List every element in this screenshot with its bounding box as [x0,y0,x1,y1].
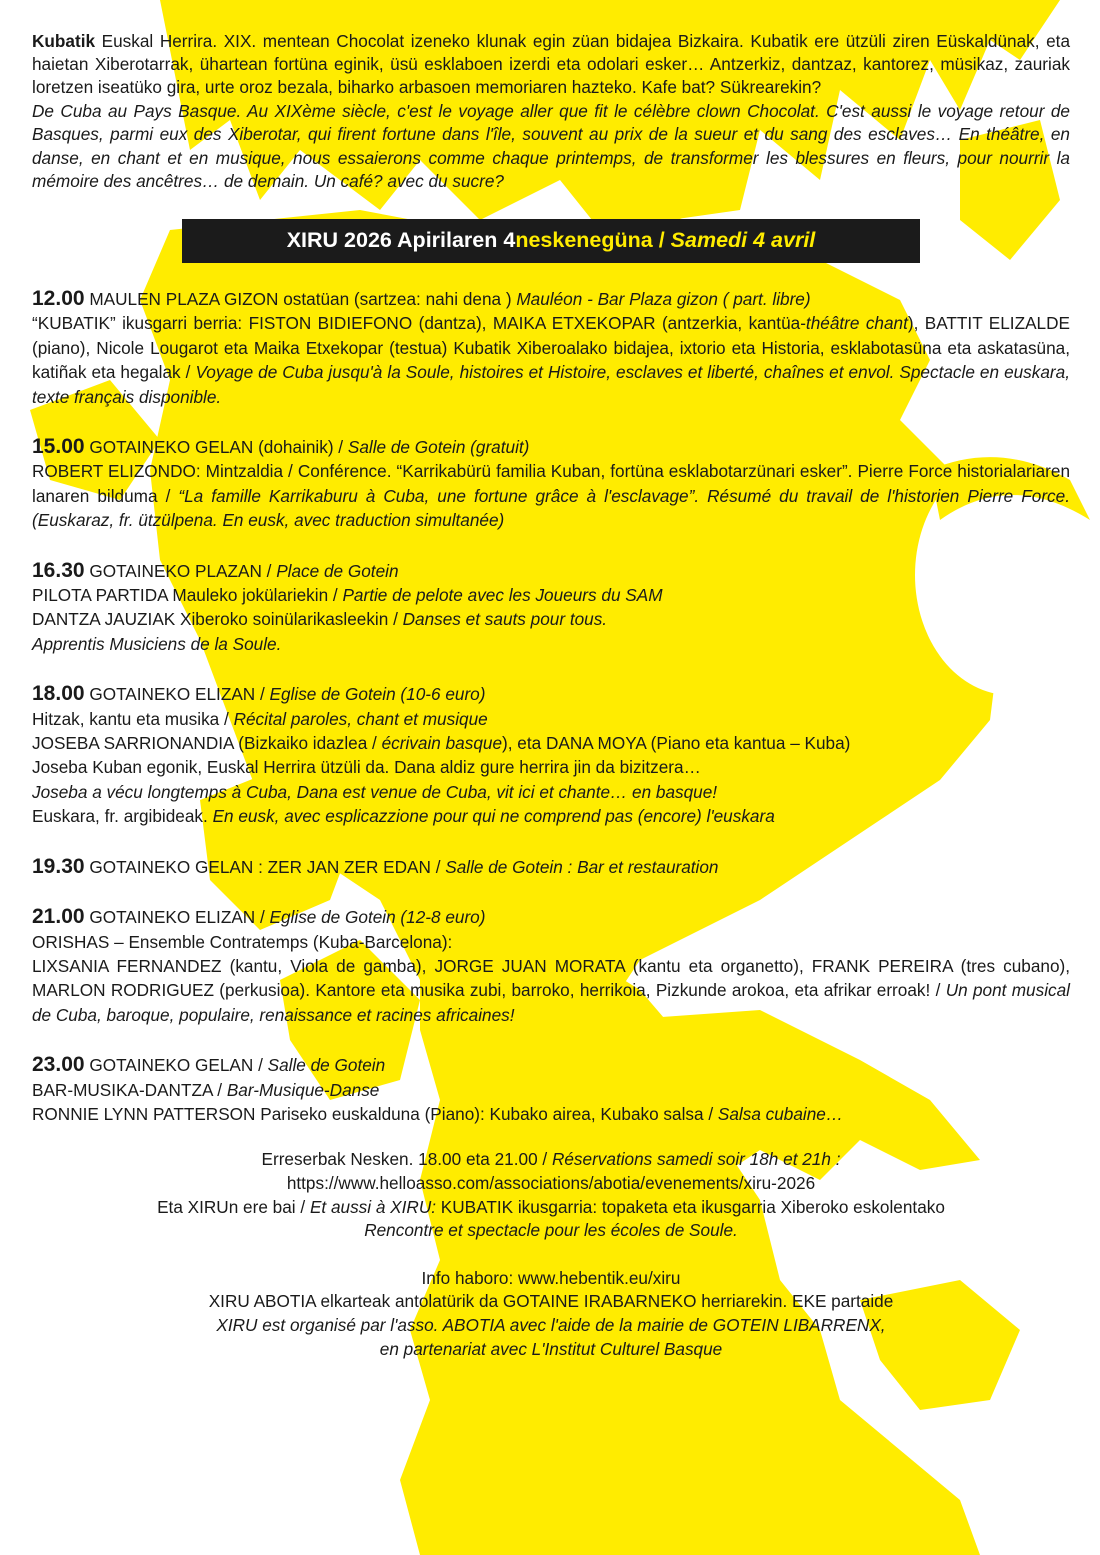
event-description: “KUBATIK” ikusgarri berria: FISTON BIDIEFONO (dantza), MAIKA ETXEKOPAR (antzerkia, kantüa-théâtre chant), BATTIT ELIZALDE (piano), Nicole Lougarot eta Maika Etxekopar (testua) Kubatik Xiberoalako bidajea, ixtorio eta Historia, esklabotasüna eta askatasüna, katiñak eta hegalak / Voyage de Cuba jusqu'à la Soule, histoires et Histoire, esclaves et liberté, chaînes et envol. Spectacle en euskara, texte français disponible. [32,313,1070,407]
event-1500: 15.00 GOTAINEKO GELAN (dohainik) / Salle de Gotein (gratuit) ROBERT ELIZONDO: Mintzaldia / Conférence. “Karrikabürü familia Kuban, fortüna esklabotarzünari esker”. Pierre Force historialariaren lanaren bilduma / “La famille Karrikaburu à Cuba, une fortune grâce à l'esclavage”. Résumé du travail de l'historien Pierre Force.(Euskaraz, fr. ützülpena. En eusk, avec traduction simultanée) [32,435,1070,533]
event-2300: 23.00 GOTAINEKO GELAN / Salle de Gotein BAR-MUSIKA-DANTZA / Bar-Musique-Danse RONNIE LYNN PATTERSON Pariseko euskalduna (Piano): Kubako airea, Kubako salsa / Salsa cubaine… [32,1053,844,1124]
reservation-link[interactable]: https://www.helloasso.com/associations/abotia/evenements/xiru-2026 [286,1172,816,1193]
event-time: 23.00 [32,1053,85,1077]
event-description: ROBERT ELIZONDO: Mintzaldia / Conférence. “Karrikabürü familia Kuban, fortüna esklabotarzünari esker”. Pierre Force historialariaren lanaren bilduma / “La famille Karrikaburu à Cuba, une fortune grâce à l'esclavage”. Résumé du travail de l'historien Pierre Force.(Euskaraz, fr. ützülpena. En eusk, avec traduction simultanée) [32,461,1070,531]
event-time: 16.30 [32,558,85,582]
event-time: 15.00 [32,435,85,459]
event-time: 19.30 [32,854,85,878]
poster-content [32,30,1070,1361]
partner-line: en partenariat avec L'Institut Culturel Basque [379,1338,723,1359]
event-1200: 12.00 MAULEN PLAZA GIZON ostatüan (sartzea: nahi dena ) Mauléon - Bar Plaza gizon ( part. libre) “KUBATIK” ikusgarri berria: FISTON BIDIEFONO (dantza), MAIKA ETXEKOPAR (antzerkia, kantüa-théâtre chant), BATTIT ELIZALDE (piano), Nicole Lougarot eta Maika Etxekopar (testua) Kubatik Xiberoalako bidajea, ixtorio eta Historia, esklabotasüna eta askatasüna, katiñak eta hegalak / Voyage de Cuba jusqu'à la Soule, histoires et Histoire, esclaves et liberté, chaînes et envol. Spectacle en euskara, texte français disponible. [32,287,1070,409]
event-description: LIXSANIA FERNANDEZ (kantu, Viola de gamba), JORGE JUAN MORATA (kantu eta organetto), FRANK PEREIRA (tres cubano), MARLON RODRIGUEZ (perkusioa). Kantore eta musika zubi, barroko, herrikoia, Pizkunde arokoa, eta afrikar erroak! / Un pont musical de Cuba, baroque, populaire, renaissance et racines africaines! [32,955,1071,1025]
event-1800: 18.00 GOTAINEKO ELIZAN / Eglise de Gotein (10-6 euro) Hitzak, kantu eta musika / Récital paroles, chant et musique JOSEBA SARRIONANDIA (Bizkaiko idazlea / écrivain basque), eta DANA MOYA (Piano eta kantua – Kuba) Joseba Kuban egonik, Euskal Herrira ützüli da. Dana aldiz gure herrira jin da bizitzera… Joseba a vécu longtemps à Cuba, Dana est venue de Cuba, vit ici et chante… en basque! Euskara, fr. argibideak. En eusk, avec esplicazzione pour qui ne comprend pas (encore) l'euskara [32,682,851,827]
intro-title: Kubatik [32,31,96,51]
intro-french: De Cuba au Pays Basque. Au XIXème siècle, c'est le voyage aller que fit le célèbre clown Chocolat. C'est aussi le voyage retour de Basques, parmi eux des Xiberotar, qui firent fortune dans l'île, souvent au prix de la sueur et du sang des esclaves… En théâtre, en danse, en chant et en musique, nous essaierons comme chaque printemps, de transformer les blessures en fleurs, pour nourrir la mémoire des ancêtres… de demain. Un café? avec du sucre? [32,100,1070,192]
footer-info: Erreserbak Nesken. 18.00 eta 21.00 / Réservations samedi soir 18h et 21h : https://www.helloasso.com/associations/abotia/evenements/xiru-2026 Eta XIRUn ere bai / Et aussi à XIRU: KUBATIK ikusgarria: topaketa eta ikusgarria Xiberoko eskolentako Rencontre et spectacle pour les écoles de Soule. Info haboro: www.hebentik.eu/xiru XIRU ABOTIA elkarteak antolatürik da GOTAINE IRABARNEKO herriarekin. EKE partaide XIRU est organisé par l'asso. ABOTIA avec l'aide de la mairie de GOTEIN LIBARRENX, en partenariat avec L'Institut Culturel Basque [32,1148,1070,1361]
event-2100: 21.00 GOTAINEKO ELIZAN / Eglise de Gotein (12-8 euro) ORISHAS – Ensemble Contratemps (Kuba-Barcelona): LIXSANIA FERNANDEZ (kantu, Viola de gamba), JORGE JUAN MORATA (kantu eta organetto), FRANK PEREIRA (tres cubano), MARLON RODRIGUEZ (perkusioa). Kantore eta musika zubi, barroko, herrikoia, Pizkunde arokoa, eta afrikar erroak! / Un pont musical de Cuba, baroque, populaire, renaissance et racines africaines! [32,905,1070,1027]
event-1930: 19.30 GOTAINEKO GELAN : ZER JAN ZER EDAN / Salle de Gotein : Bar et restauration [32,854,719,878]
intro-basque: Kubatik Euskal Herrira. XIX. mentean Chocolat izeneko klunak egin züan bidajea Bizkaira. Kubatik ere ützüli ziren Eüskaldünak, eta haietan Xiberotarrak, ühartean fortüna eginik, üsü esklaboen izerdi eta odolari esker… Antzerkiz, dantzaz, kantorez, müsikaz, zauriak loretzen iseatüko gira, urte oroz bezala, biharko arbasoen memoriaren hazteko. Kafe bat? Sükrearekin? [32,31,1070,98]
event-time: 21.00 [32,905,85,929]
organizer-french: XIRU est organisé par l'asso. ABOTIA avec l'aide de la mairie de GOTEIN LIBARRENX, [216,1314,886,1335]
date-banner: XIRU 2026 Apirilaren 4 neskenegüna / Samedi 4 avril [182,219,920,263]
event-1630: 16.30 GOTAINEKO PLAZAN / Place de Gotein PILOTA PARTIDA Mauleko jokülariekin / Partie de pelote avec les Joueurs du SAM DANTZA JAUZIAK Xiberoko soinülarikasleekin / Danses et sauts pour tous. Apprentis Musiciens de la Soule. [32,558,663,654]
also-line: Eta XIRUn ere bai / Et aussi à XIRU: KUBATIK ikusgarria: topaketa eta ikusgarria Xiberoko eskolentako [157,1196,945,1217]
info-link[interactable]: Info haboro: www.hebentik.eu/xiru [421,1267,681,1288]
event-time: 12.00 [32,286,85,310]
reservations-line: Erreserbak Nesken. 18.00 eta 21.00 / Réservations samedi soir 18h et 21h : [261,1149,841,1170]
event-time: 18.00 [32,682,85,706]
organizer-basque: XIRU ABOTIA elkarteak antolatürik da GOTAINE IRABARNEKO herriarekin. EKE partaide [208,1291,894,1312]
